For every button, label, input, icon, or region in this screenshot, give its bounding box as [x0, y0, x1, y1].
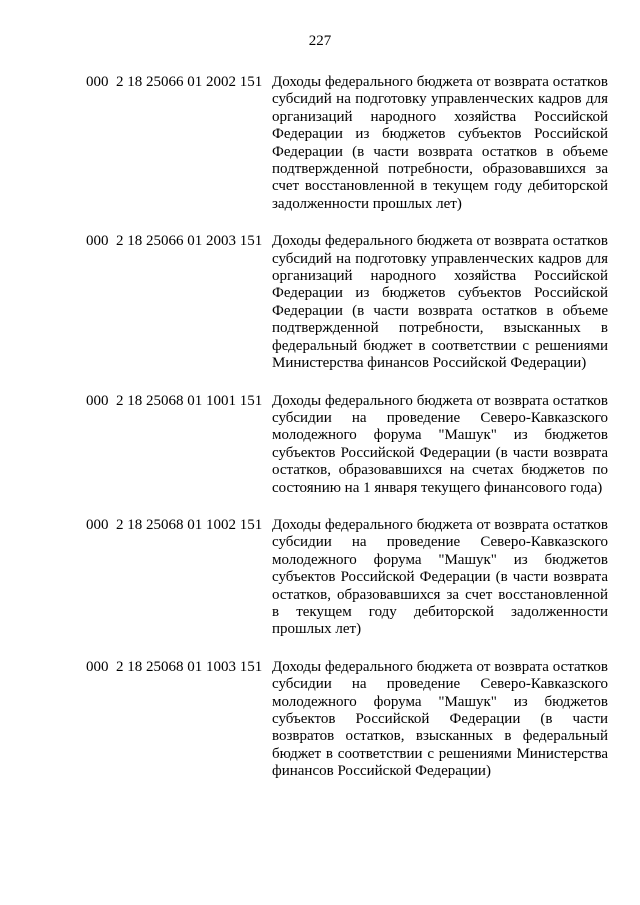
- income-description: Доходы федерального бюджета от возврата остатков субсидии на проведение Северо-Кавказского молодежного форума "Машук" из бюджетов субъектов Российской Федерации (в части возврата остатков, образовавшихся за счет восстановленной в текущем году дебиторской задолженности прошлых лет): [272, 516, 608, 638]
- budget-classification-code: 2 18 25068 01 1001 151: [116, 392, 263, 409]
- page-number: 227: [308, 33, 332, 49]
- admin-code: 000: [86, 658, 109, 675]
- classification-entry: [86, 233, 608, 372]
- income-description: Доходы федерального бюджета от возврата остатков субсидий на подготовку управленческих кадров для организаций народного хозяйства Российской Федерации из бюджетов субъектов Российской Федерации (в части возврата остатков в объеме подтвержденной потребности, взысканных в федеральный бюджет в соответствии с решениями Министерства финансов Российской Федерации): [272, 233, 608, 372]
- income-description: Доходы федерального бюджета от возврата остатков субсидии на проведение Северо-Кавказского молодежного форума "Машук" из бюджетов субъектов Российской Федерации (в части возврата остатков, образовавшихся на счетах бюджетов по состоянию на 1 января текущего финансового года): [272, 392, 608, 496]
- admin-code: 000: [86, 516, 109, 533]
- budget-classification-code: 2 18 25066 01 2003 151: [116, 233, 263, 250]
- admin-code: 000: [86, 392, 109, 409]
- classification-list: [86, 74, 608, 801]
- admin-code: 000: [86, 74, 109, 90]
- budget-classification-code: 2 18 25066 01 2002 151: [116, 74, 263, 90]
- budget-classification-code: 2 18 25068 01 1003 151: [116, 658, 263, 675]
- income-description: Доходы федерального бюджета от возврата остатков субсидии на проведение Северо-Кавказского молодежного форума "Машук" из бюджетов субъектов Российской Федерации (в части возвратов остатков, взысканных в федеральный бюджет в соответствии с решениями Министерства финансов Российской Федерации): [272, 658, 608, 780]
- income-description: Доходы федерального бюджета от возврата остатков субсидий на подготовку управленческих кадров для организаций народного хозяйства Российской Федерации из бюджетов субъектов Российской Федерации (в части возврата остатков в объеме подтвержденной потребности, образовавшихся за счет восстановленной в текущем году дебиторской задолженности прошлых лет): [272, 74, 608, 212]
- classification-entry: [86, 517, 608, 639]
- classification-entry: [86, 659, 608, 781]
- classification-entry: [86, 74, 608, 213]
- admin-code: 000: [86, 233, 109, 250]
- classification-entry: [86, 393, 608, 497]
- budget-classification-code: 2 18 25068 01 1002 151: [116, 516, 263, 533]
